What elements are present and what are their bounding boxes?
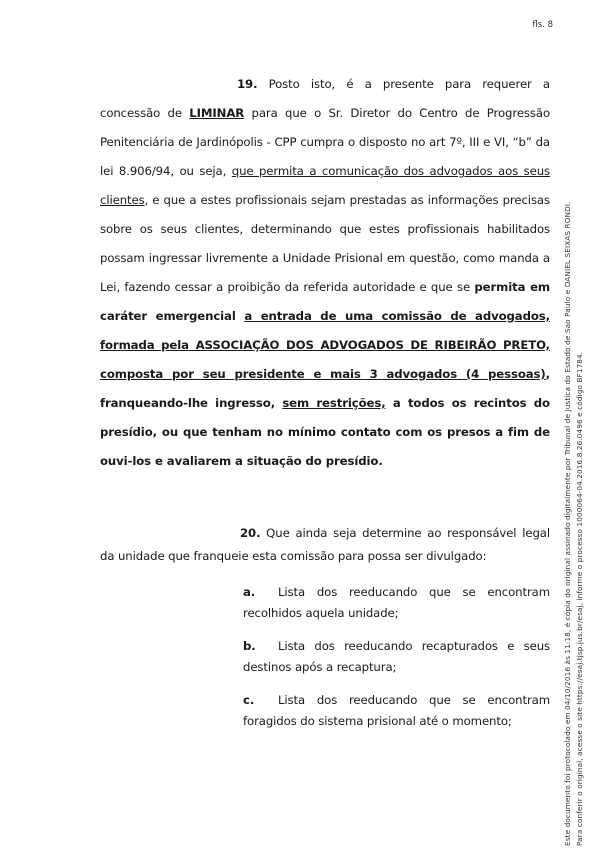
text-segment: 20.: [240, 526, 261, 540]
list-item-text: Lista dos reeducando que se encontram recolhidos aquela unidade;: [243, 585, 550, 620]
stamp-line: Este documento foi protocolado em 04/10/2016 às 11:18, é cópia do original assinado digitalmente por Tribunal de Justica do Estado de Sao Paulo e DANIEL SEIXAS RONDI.: [563, 201, 572, 846]
text-segment: LIMINAR: [189, 106, 245, 120]
list-item: [243, 636, 550, 678]
text-segment: para que o Sr. Diretor do Centro de Progressão Penitenciária de Jardinópolis - CPP cumpra o disposto no art 7º, III e VI, “b” da lei 8.906/94, ou seja,: [100, 106, 550, 178]
folio-number: fls. 8: [532, 20, 553, 30]
text-segment: Posto isto, é a presente para requerer a concessão de: [100, 77, 550, 120]
request-list: [243, 582, 550, 732]
text-segment: a entrada de uma comissão de advogados, formada pela ASSOCIAÇÃO DOS ADVOGADOS DE RIBEIRÃO PRETO, composta por seu presidente e mais 3 advogados (4 pessoas): [100, 309, 550, 381]
stamp-line: Para conferir o original, acesse o site https://esaj.tjsp.jus.br/esaj, informe o processo 1000064-04.2016.8.26.0496 e código BF1784.: [574, 351, 584, 846]
list-item-text: Lista dos reeducando que se encontram foragidos do sistema prisional até o momento;: [243, 693, 550, 728]
list-item-label: a.: [243, 585, 256, 599]
list-item: [243, 690, 550, 732]
text-segment: , franqueando-lhe ingresso,: [100, 367, 550, 410]
text-segment: , e que a estes profissionais sejam prestadas as informações precisas sobre os seus clientes, determinando que estes profissionais habilitados possam ingressar livremente a Unidade Prisional em questão, como manda a Lei, fazendo cessar a proibição da referida autoridade e que se: [100, 193, 550, 294]
digital-signature-stamp: [562, 201, 585, 846]
text-segment: Que ainda seja determine ao responsável legal da unidade que franqueie esta comissão para possa ser divulgado:: [100, 526, 550, 563]
paragraph-20: [100, 522, 550, 568]
text-segment: sem restrições,: [282, 396, 386, 410]
text-segment: a todos os recintos do presídio, ou que tenham no mínimo contato com os presos a fim de ouvi-los e avaliarem a situação do presídio.: [100, 396, 550, 468]
list-item-text: Lista dos reeducando recapturados e seus destinos após a recaptura;: [243, 639, 550, 674]
text-segment: 19.: [237, 77, 258, 91]
list-item-label: c.: [243, 693, 255, 707]
list-item-label: b.: [243, 639, 256, 653]
document-body: [100, 70, 550, 744]
paragraph-19: [100, 70, 550, 476]
list-item: [243, 582, 550, 624]
text-segment: que permita a comunicação dos advogados aos seus clientes: [100, 164, 550, 207]
text-segment: permita em caráter emergencial: [100, 280, 550, 323]
